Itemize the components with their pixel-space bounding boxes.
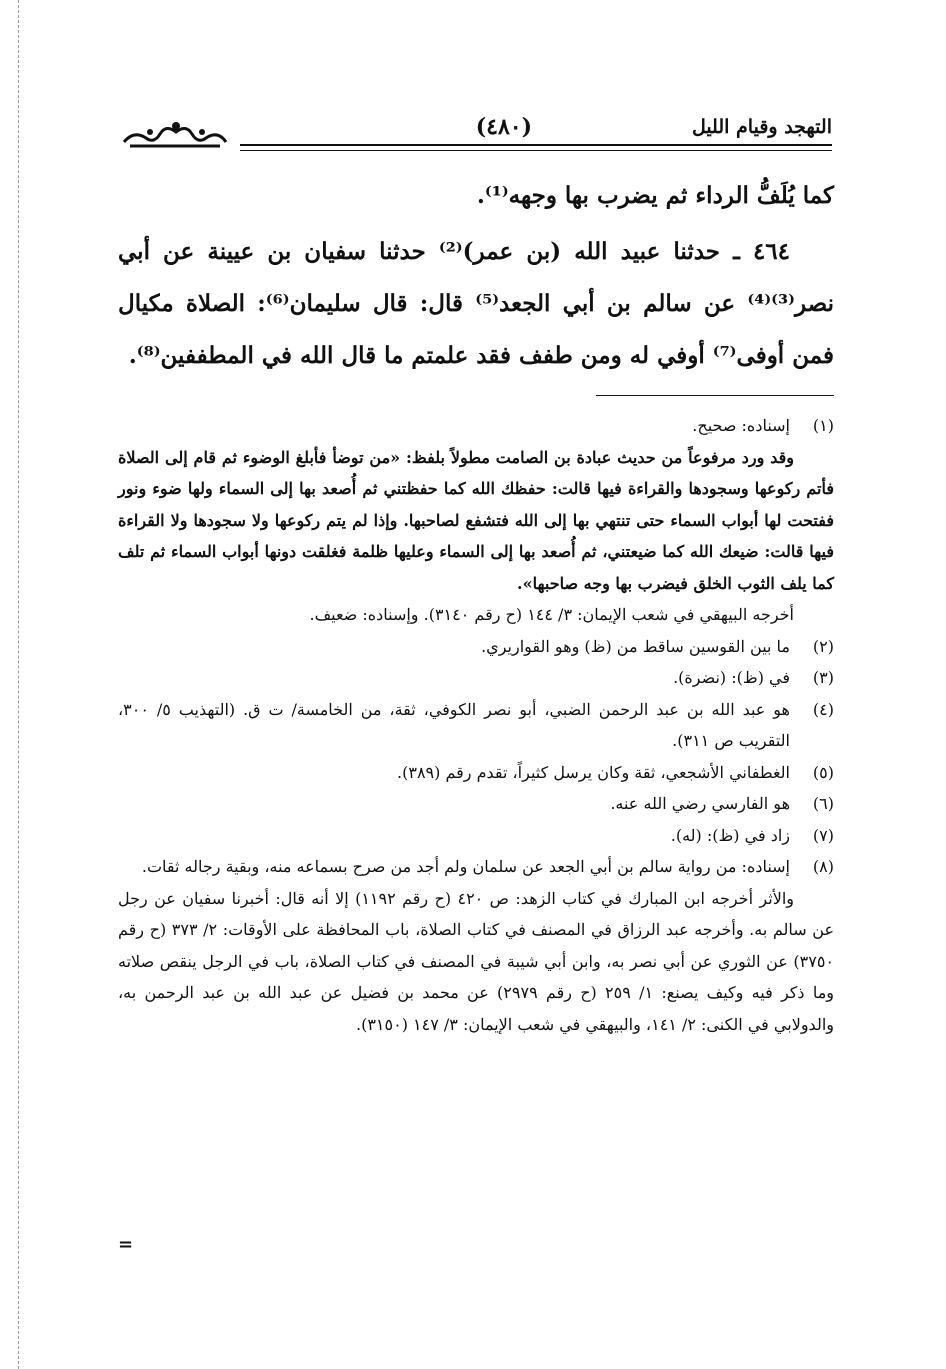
page-number: (٤٨٠) (475, 114, 532, 140)
footnote-number: (٧) (812, 825, 834, 845)
footnote-number: (٤) (812, 699, 834, 719)
footnote-1-quote: وقد ورد مرفوعاً من حديث عبادة بن الصامت مطولاً بلفظ: «من توضأ فأبلغ الوضوء ثم قام إلى الصلاة فأتم ركوعها وسجودها والقراءة فيها قالت: حفظك الله كما حفظتني ثم أُصعد بها إلى السماء ولها ضوء ونور ففتحت لها أبواب السماء حتى تنتهي بها إلى الله فتشفع لصاحبها. وإذا لم يتم ركوعها ولا سجودها ولا القراءة فيها قالت: ضيعك الله كما ضيعتني، ثم أُصعد بها إلى السماء وعليها ظلمة فغلقت دونها أبواب السماء ثم تلف كما يلف الثوب الخلق فيضرب بها وجه صاحبها». (118, 447, 835, 593)
footnote-text: في (ظ): (نضرة). (673, 668, 790, 687)
footnote-text: إسناده: من رواية سالم بن أبي الجعد عن سلمان ولم أجد من صرح بسماعه منه، وبقية رجاله ثقات. (141, 857, 790, 876)
footnote-text: إسناده: صحيح. (692, 416, 790, 435)
footnote-3 (118, 662, 834, 694)
footnote-number: (٣) (812, 668, 834, 687)
footnote-text: الغطفاني الأشجعي، ثقة وكان يرسل كثيراً، تقدم رقم (٣٨٩). (397, 762, 790, 782)
footnote-8-extra: والأثر أخرجه ابن المبارك في كتاب الزهد: ص ٤٢٠ (ح رقم ١١٩٢) إلا أنه قال: أخبرنا سفيان عن رجل عن سالم به. وأخرجه عبد الرزاق في المصنف في كتاب الصلاة، باب المحافظة على الأوقات: ٢/ ٣٧٣ (ح رقم ٣٧٥٠) عن الثوري عن أبي نصر به، وابن أبي شيبة في المصنف في كتاب الصلاة، باب في الرجل ينقص صلاته وما ذكر فيه وكيف يصنع: ١/ ٢٥٩ (ح رقم ٢٩٧٩) عن محمد بن فضيل عن عبد الله بن عبد الرحمن به، والدولابي في الكنى: ٢/ ١٤١، والبيهقي في شعب الإيمان: ٣/ ١٤٧ (٣١٥٠). (118, 888, 834, 1034)
lead-paragraph: كما يُلَفُّ الرداء ثم يضرب بها وجهه⁽¹⁾. (476, 182, 834, 209)
footnote-text: ما بين القوسين ساقط من (ظ) وهو القواريري. (481, 636, 790, 656)
running-title: التهجد وقيام الليل (691, 116, 832, 138)
footnote-text: زاد في (ظ): (له). (670, 825, 790, 845)
footnote-7 (118, 820, 834, 852)
footnote-1 (118, 410, 834, 442)
footnote-number: (٥) (812, 762, 834, 782)
footnote-1-source: أخرجه البيهقي في شعب الإيمان: ٣/ ١٤٤ (ح رقم ٣١٤٠). وإسناده: ضعيف. (309, 605, 794, 624)
header-rule (240, 144, 832, 151)
footnote-number: (٨) (812, 857, 834, 876)
main-text (118, 170, 834, 382)
hadith-464: ٤٦٤ ـ حدثنا عبيد الله (بن عمر)⁽²⁾ حدثنا سفيان بن عيينة عن أبي نصر⁽³⁾⁽⁴⁾ عن سالم بن أبي الجعد⁽⁵⁾ قال: قال سليمان⁽⁶⁾: الصلاة مكيال فمن أوفى⁽⁷⁾ أوفي له ومن طفف فقد علمتم ما قال الله في المطففين⁽⁸⁾. (118, 238, 834, 369)
footnote-text: هو عبد الله بن عبد الرحمن الضبي، أبو نصر الكوفي، ثقة، من الخامسة/ ت ق. (التهذيب ٥/ ٣٠٠، التقريب ص ٣١١). (118, 699, 790, 750)
footnote-5 (118, 757, 834, 789)
footnotes (118, 410, 834, 1040)
binding-margin-line (18, 0, 19, 1369)
footnote-number: (٢) (812, 636, 834, 656)
footnote-number: (١) (812, 416, 834, 435)
footnote-separator (596, 395, 834, 396)
footnote-4 (118, 694, 834, 757)
footnote-number: (٦) (812, 794, 834, 813)
footnote-2 (118, 631, 834, 663)
footnote-6 (118, 788, 834, 820)
footnote-8 (118, 851, 834, 883)
footnote-text: هو الفارسي رضي الله عنه. (610, 794, 790, 813)
ornament-icon (120, 112, 230, 152)
continuation-mark: = (118, 1234, 134, 1255)
